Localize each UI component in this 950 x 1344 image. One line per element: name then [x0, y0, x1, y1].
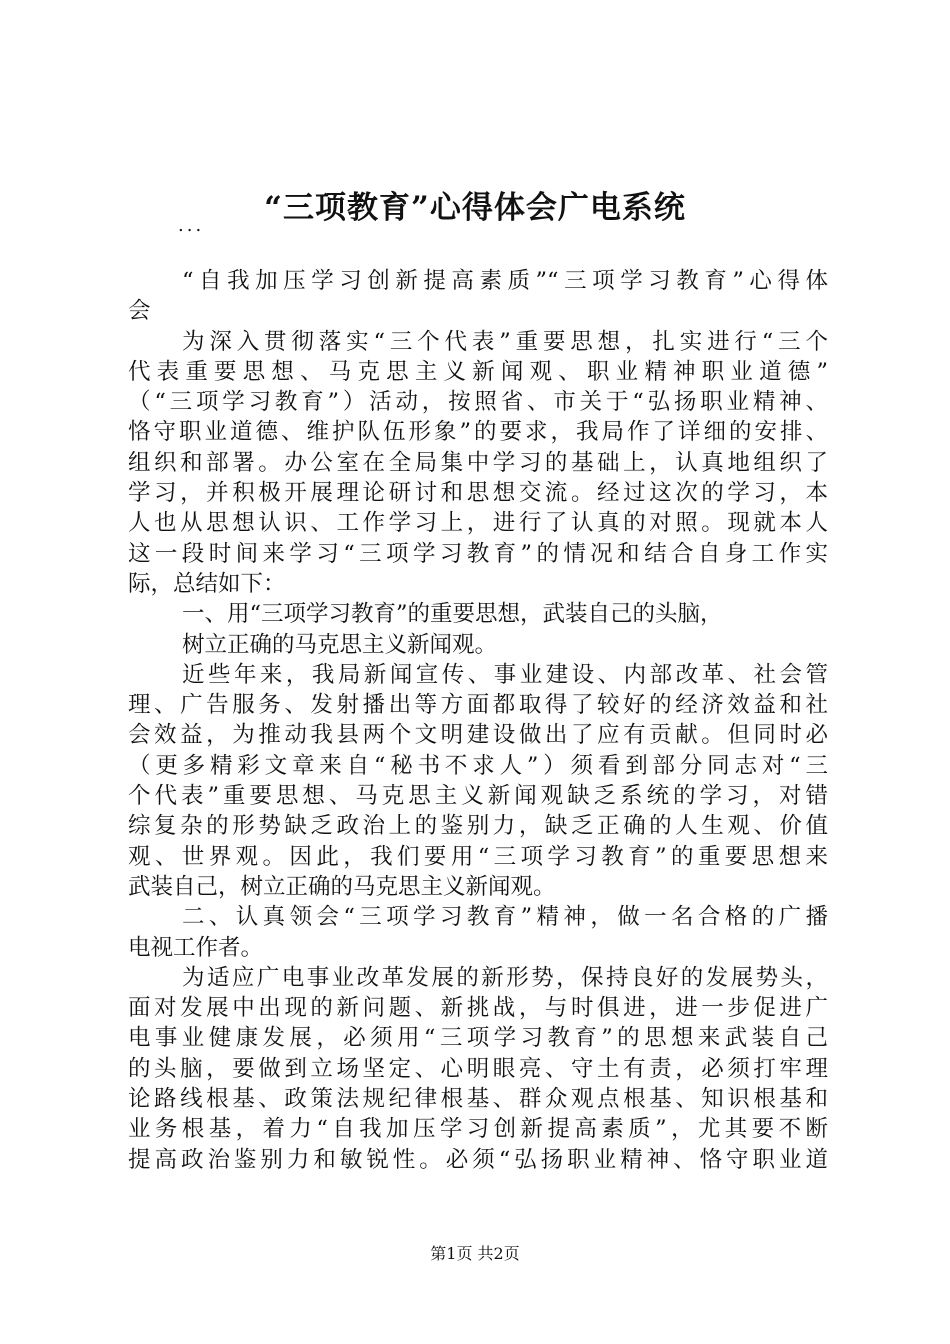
- body-line: 二、认真领会“三项学习教育”精神，做一名合格的广播: [182, 904, 828, 931]
- body-line: 会: [128, 298, 151, 325]
- body-line: 代表重要思想、马克思主义新闻观、职业精神职业道德”: [128, 358, 828, 385]
- body-line: 电视工作者。: [128, 934, 264, 961]
- body-line: （“三项学习教育”）活动，按照省、市关于“弘扬职业精神、: [128, 389, 828, 416]
- document-body: [128, 266, 828, 1175]
- body-line: 论路线根基、政策法规纪律根基、群众观点根基、知识根基和: [128, 1086, 828, 1113]
- body-line: 树立正确的马克思主义新闻观。: [182, 631, 498, 658]
- document-title: “三项教育”心得体会广电系统: [264, 190, 686, 226]
- body-line: 武装自己，树立正确的马克思主义新闻观。: [128, 873, 556, 900]
- body-line: 面对发展中出现的新问题、新挑战，与时俱进，进一步促进广: [128, 995, 828, 1022]
- body-line: 个代表”重要思想、马克思主义新闻观缺乏系统的学习，对错: [128, 783, 828, 810]
- body-line: 学习，并积极开展理论研讨和思想交流。经过这次的学习，本: [128, 480, 828, 507]
- body-line: 会效益，为推动我县两个文明建设做出了应有贡献。但同时必: [128, 722, 828, 749]
- body-line: 近些年来，我局新闻宣传、事业建设、内部改革、社会管: [182, 661, 828, 688]
- body-line: “自我加压学习创新提高素质”“三项学习教育”心得体: [182, 268, 828, 294]
- body-line: 业务根基，着力“自我加压学习创新提高素质”，尤其要不断: [128, 1116, 828, 1143]
- body-line: 观、世界观。因此，我们要用“三项学习教育”的重要思想来: [128, 843, 828, 870]
- body-line: 一、用“三项学习教育”的重要思想，武装自己的头脑，: [182, 601, 723, 628]
- page-footer: 第1页 共2页: [430, 1244, 520, 1263]
- body-line: 提高政治鉴别力和敏锐性。必须“弘扬职业精神、恪守职业道: [128, 1146, 828, 1173]
- body-line: 电事业健康发展，必须用“三项学习教育”的思想来武装自己: [128, 1025, 828, 1052]
- body-line: 人也从思想认识、工作学习上，进行了认真的对照。现就本人: [128, 510, 828, 537]
- body-line: 为适应广电事业改革发展的新形势，保持良好的发展势头，: [182, 964, 828, 991]
- body-line: 际，总结如下：: [128, 570, 286, 597]
- body-line: 的头脑，要做到立场坚定、心明眼亮、守土有责，必须打牢理: [128, 1055, 828, 1082]
- ellipsis-mark: ...: [178, 215, 205, 236]
- body-line: 这一段时间来学习“三项学习教育”的情况和结合自身工作实: [128, 540, 828, 567]
- body-line: （更多精彩文章来自“秘书不求人”）须看到部分同志对“三: [128, 752, 828, 779]
- body-line: 恪守职业道德、维护队伍形象”的要求，我局作了详细的安排、: [128, 419, 828, 446]
- body-line: 综复杂的形势缺乏政治上的鉴别力，缺乏正确的人生观、价值: [128, 813, 828, 840]
- body-line: 组织和部署。办公室在全局集中学习的基础上，认真地组织了: [128, 449, 828, 476]
- body-line: 为深入贯彻落实“三个代表”重要思想，扎实进行“三个: [182, 328, 828, 355]
- body-line: 理、广告服务、发射播出等方面都取得了较好的经济效益和社: [128, 692, 828, 719]
